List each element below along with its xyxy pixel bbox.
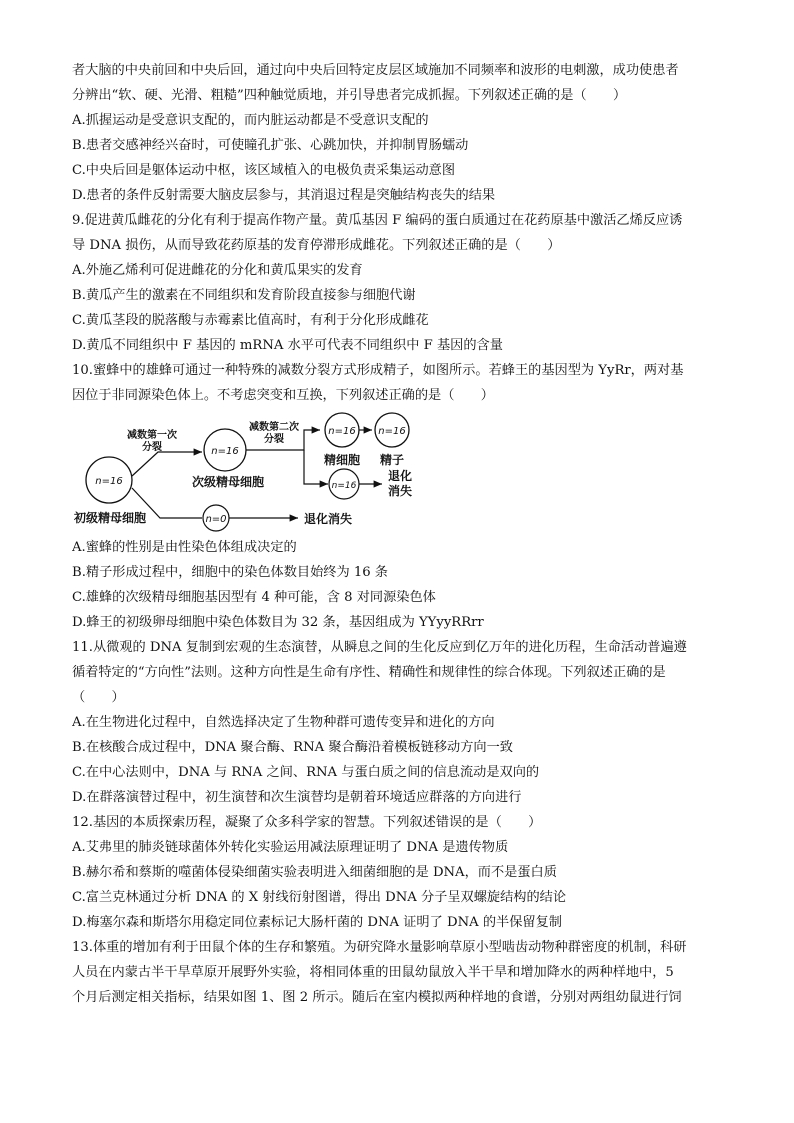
degenerate-caption-1: 退化消失 [304,512,353,526]
text-line: 因位于非同源染色体上。不考虑突变和互换，下列叙述正确的是（ ） [72,388,494,403]
sperm-label: n=16 [378,426,406,437]
spermatid-caption: 精细胞 [323,453,361,467]
degenerate-cell-1-label: n=0 [205,514,227,525]
option-line: D.患者的条件反射需要大脑皮层参与，其消退过程是突触结构丧失的结果 [72,188,496,203]
option-line: A.艾弗里的肺炎链球菌体外转化实验运用减法原理证明了 DNA 是遗传物质 [72,840,509,855]
option-line: A.蜜蜂的性别是由性染色体组成决定的 [72,540,297,555]
degenerate-caption-2a: 退化 [388,469,413,483]
option-line: A.在生物进化过程中，自然选择决定了生物种群可遗传变异和进化的方向 [72,715,495,730]
secondary-cell-label: n=16 [211,446,239,457]
option-line: C.雄蜂的次级精母细胞基因型有 4 种可能，含 8 对同源染色体 [72,590,436,605]
text-line: 循着特定的“方向性”法则。这种方向性是生命有序性、精确性和规律性的综合体现。下列叙述正确的是 [72,665,666,680]
first-division-label-2: 分裂 [142,442,162,453]
option-line: D.黄瓜不同组织中 F 基因的 mRNA 水平可代表不同组织中 F 基因的含量 [72,338,503,353]
option-line: C.富兰克林通过分析 DNA 的 X 射线衍射图谱，得出 DNA 分子呈双螺旋结构的结论 [72,890,567,905]
option-line: D.在群落演替过程中，初生演替和次生演替均是朝着环境适应群落的方向进行 [72,790,522,805]
text-line: 导 DNA 损伤，从而导致花药原基的发育停滞形成雌花。下列叙述正确的是（ ） [72,238,561,253]
option-line: C.黄瓜茎段的脱落酸与赤霉素比值高时，有利于分化形成雌花 [72,313,429,328]
degenerate-caption-2b: 消失 [388,484,413,498]
text-line: 者大脑的中央前回和中央后回，通过向中央后回特定皮层区域施加不同频率和波形的电刺激，成功使患者 [72,63,679,78]
option-line: B.赫尔希和蔡斯的噬菌体侵染细菌实验表明进入细菌细胞的是 DNA，而不是蛋白质 [72,865,557,880]
secondary-cell-caption: 次级精母细胞 [192,475,265,489]
spermatid-label: n=16 [328,426,356,437]
text-line: 分辨出“软、硬、光滑、粗糙”四种触觉质地，并引导患者完成抓握。下列叙述正确的是（ ） [72,88,627,103]
sperm-caption: 精子 [379,453,405,467]
first-division-label: 减数第一次 [127,430,177,441]
option-line: A.外施乙烯利可促进雌花的分化和黄瓜果实的发育 [72,263,363,278]
option-line: C.中央后回是躯体运动中枢，该区域植入的电极负责采集运动意图 [72,163,456,178]
meiosis-diagram [72,410,472,534]
text-line: 个月后测定相关指标，结果如图 1、图 2 所示。随后在室内模拟两种样地的食谱，分别对两组幼鼠进行饲 [72,990,682,1005]
question-11: 11.从微观的 DNA 复制到宏观的生态演替，从瞬息之间的生化反应到亿万年的进化历程，生命活动普遍遵 [72,640,687,655]
option-line: B.在核酸合成过程中，DNA 聚合酶、RNA 聚合酶沿着模板链移动方向一致 [72,740,513,755]
primary-cell-label: n=16 [95,476,123,487]
question-13: 13.体重的增加有利于田鼠个体的生存和繁殖。为研究降水量影响草原小型啮齿动物种群密度的机制，科研 [72,940,687,955]
option-line: B.精子形成过程中，细胞中的染色体数目始终为 16 条 [72,565,388,580]
option-line: B.患者交感神经兴奋时，可使瞳孔扩张、心跳加快，并抑制胃肠蠕动 [72,138,469,153]
question-10: 10.蜜蜂中的雄蜂可通过一种特殊的减数分裂方式形成精子，如图所示。若蜂王的基因型为 YyRr，两对基 [72,363,684,378]
option-line: B.黄瓜产生的激素在不同组织和发育阶段直接参与细胞代谢 [72,288,416,303]
text-line: 人员在内蒙古半干旱草原开展野外实验，将相同体重的田鼠幼鼠放入半干旱和增加降水的两种样地中，5 [72,965,674,980]
option-line: A.抓握运动是受意识支配的，而内脏运动都是不受意识支配的 [72,113,429,128]
text-line: （ ） [72,690,125,705]
option-line: C.在中心法则中，DNA 与 RNA 之间、RNA 与蛋白质之间的信息流动是双向的 [72,765,540,780]
option-line: D.蜂王的初级卵母细胞中染色体数目为 32 条，基因组成为 YYyyRRrr [72,615,484,630]
second-division-label: 减数第二次 [249,422,299,433]
question-12: 12.基因的本质探索历程，凝聚了众多科学家的智慧。下列叙述错误的是（ ） [72,815,542,830]
option-line: D.梅塞尔森和斯塔尔用稳定同位素标记大肠杆菌的 DNA 证明了 DNA 的半保留复制 [72,915,562,930]
question-9: 9.促进黄瓜雌花的分化有利于提高作物产量。黄瓜基因 F 编码的蛋白质通过在花药原基中激活乙烯反应诱 [72,213,683,228]
primary-cell-caption: 初级精母细胞 [74,511,147,525]
degenerate-cell-2-label: n=16 [331,481,357,491]
second-division-label-2: 分裂 [264,434,284,445]
